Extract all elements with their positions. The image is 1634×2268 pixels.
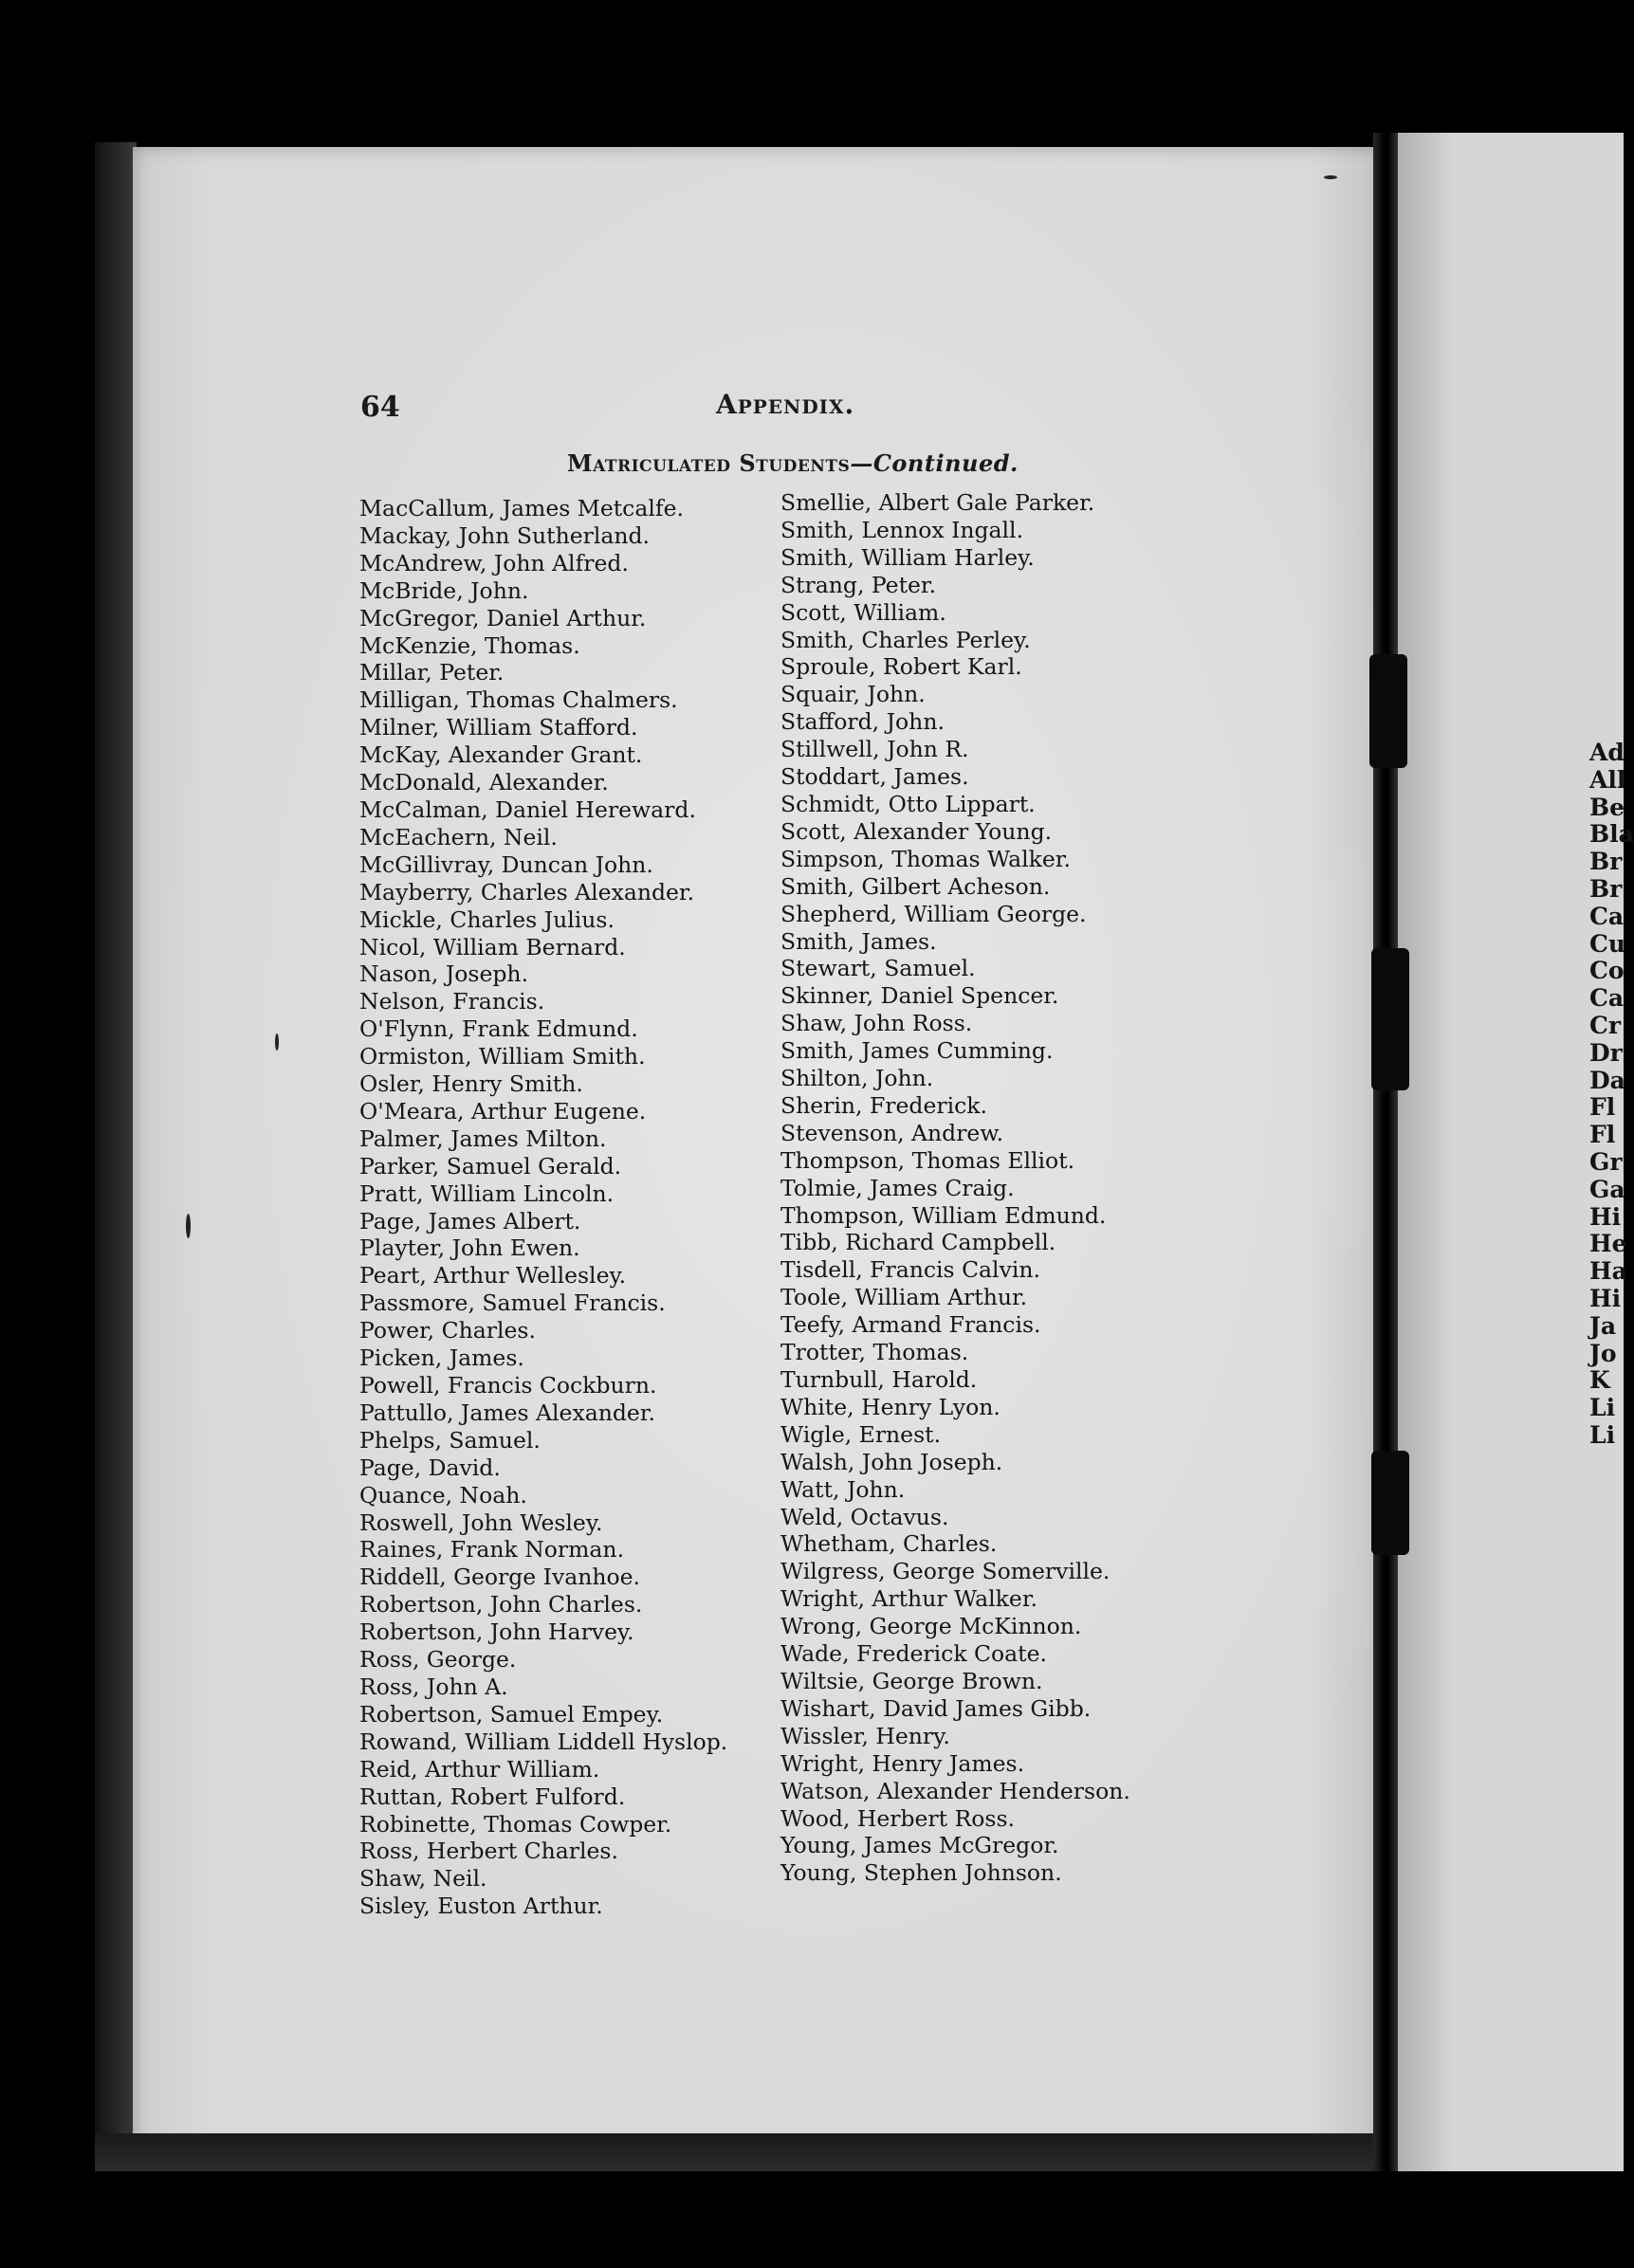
student-name: Palmer, James Milton. <box>359 1125 607 1152</box>
student-name: Powell, Francis Cockburn. <box>359 1372 657 1399</box>
student-name: Scott, William. <box>780 598 946 626</box>
next-page-fragment: K <box>1589 1366 1610 1395</box>
student-name: Walsh, John Joseph. <box>780 1448 1003 1475</box>
next-page-fragment: Ha <box>1589 1257 1627 1286</box>
student-name: McKay, Alexander Grant. <box>359 741 643 769</box>
student-name: Watson, Alexander Henderson. <box>780 1777 1130 1804</box>
left-page <box>133 147 1385 2148</box>
student-name: Wade, Frederick Coate. <box>780 1640 1047 1668</box>
student-name: Passmore, Samuel Francis. <box>359 1289 666 1317</box>
next-page-fragment: Br <box>1589 848 1623 876</box>
next-page-fragment: All <box>1589 765 1626 794</box>
next-page-fragment: Hi <box>1589 1284 1622 1312</box>
student-name: Smellie, Albert Gale Parker. <box>780 489 1095 516</box>
student-name: Ross, Herbert Charles. <box>359 1838 618 1865</box>
student-name: Stoddart, James. <box>780 763 969 791</box>
student-name: Page, James Albert. <box>359 1207 581 1235</box>
student-name: Robertson, Samuel Empey. <box>359 1700 664 1728</box>
student-name: Nelson, Francis. <box>359 988 545 1015</box>
student-name: Weld, Octavus. <box>780 1503 949 1530</box>
student-name: Whetham, Charles. <box>780 1530 998 1558</box>
student-name: Ross, George. <box>359 1646 517 1674</box>
student-name: McCalman, Daniel Hereward. <box>359 796 696 823</box>
print-speck <box>275 1033 279 1051</box>
section-title-continued: —Continued. <box>850 449 1019 477</box>
student-name: Smith, Charles Perley. <box>780 626 1031 653</box>
next-page-fragment: Li <box>1589 1420 1616 1449</box>
student-name: Young, Stephen Johnson. <box>780 1859 1062 1887</box>
student-name: Toole, William Arthur. <box>780 1284 1028 1311</box>
student-name: Nicol, William Bernard. <box>359 933 626 960</box>
student-name: Sproule, Robert Karl. <box>780 653 1022 681</box>
next-page-fragment: Ad <box>1589 739 1625 766</box>
page-edge-bottom <box>95 2133 1385 2171</box>
student-name: McGregor, Daniel Arthur. <box>359 604 647 631</box>
next-page-fragment: Be <box>1589 793 1625 821</box>
student-name: Robertson, John Charles. <box>359 1591 643 1619</box>
next-page-fragment: Ca <box>1589 984 1625 1013</box>
student-name: Wood, Herbert Ross. <box>780 1804 1016 1832</box>
student-name: Rowand, William Liddell Hyslop. <box>359 1728 728 1755</box>
next-page-fragment: Ca <box>1589 902 1625 930</box>
student-name: Shilton, John. <box>780 1065 934 1092</box>
student-name: Stafford, John. <box>780 708 945 736</box>
student-name: Stevenson, Andrew. <box>780 1119 1004 1146</box>
student-name: Reid, Arthur William. <box>359 1755 600 1783</box>
student-name: Squair, John. <box>780 681 926 708</box>
student-name: MacCallum, James Metcalfe. <box>359 495 684 521</box>
student-name: Osler, Henry Smith. <box>359 1070 583 1098</box>
student-name: Wrong, George McKinnon. <box>780 1613 1082 1640</box>
student-name: Watt, John. <box>780 1475 906 1503</box>
section-title-caps: Matriculated Students <box>567 449 851 477</box>
next-page-fragment: Co <box>1589 957 1625 985</box>
next-page-fragment: He <box>1589 1230 1627 1258</box>
print-speck <box>1324 175 1337 179</box>
student-name: McEachern, Neil. <box>359 823 558 850</box>
student-name: Tolmie, James Craig. <box>780 1174 1015 1201</box>
student-name: Milner, William Stafford. <box>359 714 638 741</box>
student-name: Stillwell, John R. <box>780 736 969 763</box>
student-name: Simpson, Thomas Walker. <box>780 845 1071 872</box>
running-head: Appendix. <box>716 389 855 420</box>
next-page-fragment: Cr <box>1589 1011 1622 1039</box>
book-gutter <box>1373 133 1398 2171</box>
next-page-fragment: Gr <box>1589 1147 1623 1176</box>
student-name: McBride, John. <box>359 576 529 604</box>
student-name: Pratt, William Lincoln. <box>359 1180 615 1207</box>
student-name: Mayberry, Charles Alexander. <box>359 878 695 905</box>
next-page-fragment: Br <box>1589 874 1623 903</box>
binding-thread <box>1371 1451 1409 1555</box>
student-name: Robertson, John Harvey. <box>359 1619 634 1646</box>
student-name: Tibb, Richard Campbell. <box>780 1229 1056 1256</box>
student-name: McAndrew, John Alfred. <box>359 549 629 576</box>
student-name: McGillivray, Duncan John. <box>359 850 653 878</box>
student-name: Young, James McGregor. <box>780 1832 1059 1859</box>
student-name: O'Flynn, Frank Edmund. <box>359 1015 638 1043</box>
student-name: Mackay, John Sutherland. <box>359 521 651 549</box>
page-edge-left <box>95 142 137 2162</box>
right-page-fragment <box>1398 133 1634 2171</box>
page-number: 64 <box>360 391 400 424</box>
binding-thread <box>1371 948 1409 1090</box>
student-name: Roswell, John Wesley. <box>359 1509 603 1536</box>
next-page-fragment: Dr <box>1589 1038 1623 1067</box>
student-name: Stewart, Samuel. <box>780 955 976 982</box>
student-name: Page, David. <box>359 1454 501 1481</box>
student-name: McKenzie, Thomas. <box>359 631 580 659</box>
student-name: Phelps, Samuel. <box>359 1426 541 1454</box>
student-name: Wissler, Henry. <box>780 1722 950 1749</box>
student-name: Ross, John A. <box>359 1673 508 1700</box>
next-page-fragment: Jo <box>1589 1339 1617 1367</box>
next-page-fragment: Fl <box>1589 1121 1616 1149</box>
student-name: Parker, Samuel Gerald. <box>359 1152 622 1180</box>
student-name: Robinette, Thomas Cowper. <box>359 1810 672 1838</box>
student-name: Wright, Henry James. <box>780 1749 1025 1777</box>
next-page-fragment: Li <box>1589 1394 1616 1422</box>
student-name: Peart, Arthur Wellesley. <box>359 1262 627 1289</box>
student-name: Raines, Frank Norman. <box>359 1536 625 1564</box>
next-page-fragment: Fl <box>1589 1093 1616 1122</box>
student-name: Tisdell, Francis Calvin. <box>780 1256 1040 1284</box>
student-name: Shaw, Neil. <box>359 1865 487 1893</box>
student-name: Wishart, David James Gibb. <box>780 1694 1092 1722</box>
student-name: Riddell, George Ivanhoe. <box>359 1564 641 1591</box>
student-name: Smith, William Harley. <box>780 543 1035 571</box>
student-name: Smith, Gilbert Acheson. <box>780 872 1051 900</box>
student-name: Ormiston, William Smith. <box>359 1043 646 1070</box>
student-name: Trotter, Thomas. <box>780 1339 969 1366</box>
student-name: Smith, Lennox Ingall. <box>780 516 1024 543</box>
student-name: Smith, James Cumming. <box>780 1037 1054 1065</box>
student-name: Nason, Joseph. <box>359 960 529 988</box>
next-page-fragment: Ga <box>1589 1175 1625 1203</box>
student-name: Schmidt, Otto Lippart. <box>780 790 1036 817</box>
next-page-fragment: Bla <box>1589 820 1634 849</box>
print-speck <box>186 1214 191 1238</box>
section-title <box>567 449 1019 477</box>
student-list-left-column <box>359 495 727 1920</box>
student-name: Milligan, Thomas Chalmers. <box>359 686 678 714</box>
student-name: Wright, Arthur Walker. <box>780 1585 1037 1613</box>
next-page-fragment: Da <box>1589 1066 1625 1094</box>
student-name: Smith, James. <box>780 927 937 955</box>
student-name: Ruttan, Robert Fulford. <box>359 1783 626 1810</box>
next-page-fragment: Hi <box>1589 1202 1622 1231</box>
student-name: Sisley, Euston Arthur. <box>359 1893 603 1920</box>
student-name: Skinner, Daniel Spencer. <box>780 982 1059 1010</box>
student-name: Shaw, John Ross. <box>780 1010 973 1037</box>
student-name: Thompson, Thomas Elliot. <box>780 1146 1075 1174</box>
student-name: Millar, Peter. <box>359 659 505 686</box>
next-page-fragment: Cu <box>1589 929 1626 958</box>
student-name: Turnbull, Harold. <box>780 1366 978 1393</box>
student-name: Quance, Noah. <box>359 1481 527 1509</box>
student-name: Sherin, Frederick. <box>780 1091 987 1119</box>
student-name: Wiltsie, George Brown. <box>780 1667 1043 1694</box>
next-page-fragment: Ja <box>1589 1311 1617 1340</box>
student-name: Wigle, Ernest. <box>780 1420 942 1448</box>
binding-thread <box>1369 654 1407 768</box>
student-name: Teefy, Armand Francis. <box>780 1311 1041 1339</box>
next-page-text-fragments <box>1589 740 1634 1450</box>
student-name: Mickle, Charles Julius. <box>359 905 615 933</box>
student-name: Picken, James. <box>359 1344 524 1372</box>
student-name: Shepherd, William George. <box>780 900 1087 927</box>
student-name: O'Meara, Arthur Eugene. <box>359 1097 647 1125</box>
student-name: Scott, Alexander Young. <box>780 817 1053 845</box>
student-name: Power, Charles. <box>359 1317 536 1344</box>
student-name: Thompson, William Edmund. <box>780 1201 1107 1229</box>
student-name: Pattullo, James Alexander. <box>359 1399 655 1426</box>
student-name: Wilgress, George Somerville. <box>780 1558 1111 1585</box>
student-list-right-column <box>780 489 1130 1887</box>
student-name: Playter, John Ewen. <box>359 1235 580 1262</box>
student-name: Strang, Peter. <box>780 571 937 598</box>
student-name: White, Henry Lyon. <box>780 1393 1001 1420</box>
student-name: McDonald, Alexander. <box>359 769 609 796</box>
